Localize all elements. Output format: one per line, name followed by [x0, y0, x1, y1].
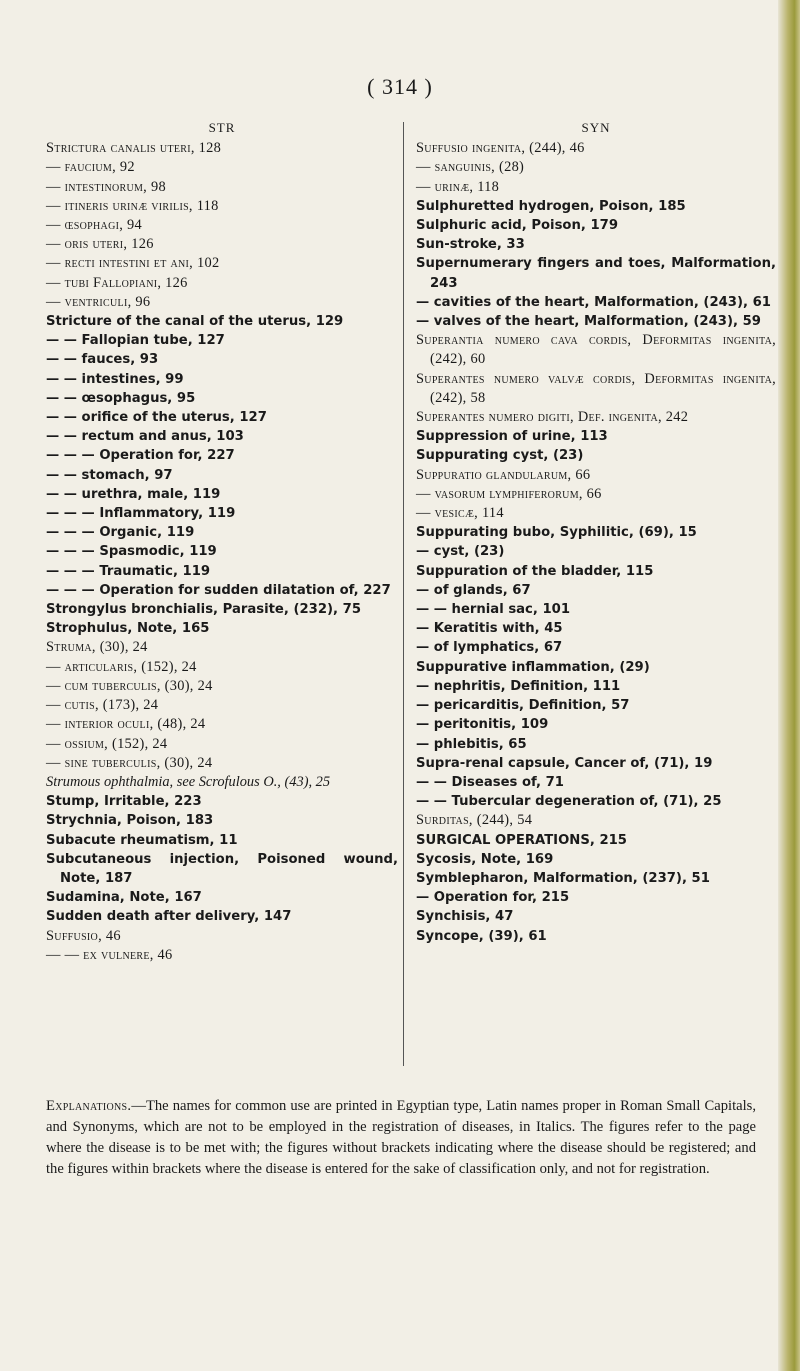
index-entry: — Keratitis with, 45: [416, 621, 563, 637]
index-entry: Sun-stroke, 33: [416, 237, 525, 253]
index-entry: Superantes numero valvæ cordis, Deformitas ingenita, (242), 58: [416, 370, 776, 406]
index-entry: — vasorum lymphiferorum, 66: [416, 485, 602, 502]
index-entry: Strumous ophthalmia, see Scrofulous O., (43), 25: [46, 773, 331, 790]
index-entry: — recti intestini et ani, 102: [46, 255, 220, 272]
index-entry: Stump, Irritable, 223: [46, 794, 202, 810]
index-entry: — — — Spasmodic, 119: [46, 544, 217, 560]
index-entry: — — Fallopian tube, 127: [46, 333, 225, 349]
index-entry: Superantia numero cava cordis, Deformitas ingenita, (242), 60: [416, 332, 776, 368]
index-entry: — — œsophagus, 95: [46, 390, 196, 406]
column-divider: [403, 122, 404, 1066]
index-entry: Sulphuretted hydrogen, Poison, 185: [416, 198, 686, 214]
index-entry: Sycosis, Note, 169: [416, 851, 554, 867]
index-entry: Struma, (30), 24: [46, 639, 148, 656]
index-entry: — — — Traumatic, 119: [46, 563, 211, 579]
index-entry: — cyst, (23): [416, 544, 505, 560]
index-entry: — — urethra, male, 119: [46, 486, 221, 502]
index-entry: — oris uteri, 126: [46, 236, 154, 253]
index-entry: — — — Operation for sudden dilatation of, 227: [46, 582, 391, 598]
index-entry: — itineris urinæ virilis, 118: [46, 197, 219, 214]
index-entry: Superantes numero digiti, Def. ingenita, 242: [416, 409, 689, 426]
index-entry: — — stomach, 97: [46, 467, 173, 483]
index-entry: Strictura canalis uteri, 128: [46, 140, 222, 157]
index-entry: Suppurating cyst, (23): [416, 448, 584, 464]
index-entry: — faucium, 92: [46, 159, 135, 176]
index-entry: — nephritis, Definition, 111: [416, 678, 621, 694]
index-entry: — phlebitis, 65: [416, 736, 527, 752]
index-entry: — cum tuberculis, (30), 24: [46, 677, 213, 694]
index-entry: Supra-renal capsule, Cancer of, (71), 19: [416, 755, 713, 771]
index-entry: SURGICAL OPERATIONS, 215: [416, 832, 627, 848]
index-entry: — urinæ, 118: [416, 178, 500, 195]
index-entry: — — intestines, 99: [46, 371, 184, 387]
index-entry: — — Diseases of, 71: [416, 774, 564, 790]
left-entry-list: [46, 139, 398, 965]
index-entry: — cutis, (173), 24: [46, 697, 159, 714]
left-column-heading: STR: [208, 120, 236, 135]
index-entry: — — — Operation for, 227: [46, 448, 235, 464]
right-entry-list: [416, 139, 776, 946]
index-entry: Suppurative inflammation, (29): [416, 659, 650, 675]
right-column: [416, 118, 776, 946]
index-entry: Surditas, (244), 54: [416, 812, 533, 829]
index-entry: Suppurating bubo, Syphilitic, (69), 15: [416, 525, 697, 541]
index-entry: — intestinorum, 98: [46, 178, 166, 195]
index-entry: — — orifice of the uterus, 127: [46, 410, 267, 426]
index-entry: — — ex vulnere, 46: [46, 946, 173, 963]
left-column: [46, 118, 398, 965]
index-entry: Subcutaneous injection, Poisoned wound, Note, 187: [46, 851, 398, 886]
index-entry: Symblepharon, Malformation, (237), 51: [416, 870, 710, 886]
index-entry: — pericarditis, Definition, 57: [416, 698, 630, 714]
index-entry: Suffusio ingenita, (244), 46: [416, 140, 585, 157]
index-entry: — sine tuberculis, (30), 24: [46, 754, 213, 771]
explanations-lead: Explanations.: [46, 1098, 132, 1114]
index-entry: — ossium, (152), 24: [46, 735, 168, 752]
index-entry: Supernumerary fingers and toes, Malformation, 243: [416, 256, 776, 291]
index-entry: — — — Inflammatory, 119: [46, 506, 236, 522]
index-entry: Strychnia, Poison, 183: [46, 813, 214, 829]
index-entry: — of lymphatics, 67: [416, 640, 563, 656]
index-entry: Syncope, (39), 61: [416, 928, 547, 944]
index-entry: Sudden death after delivery, 147: [46, 909, 292, 925]
explanations-body: —The names for common use are printed in Egyptian type, Latin names proper in Roman Small Capitals, and Synonyms, which are not to be employed in the registration of diseases, in Italics. The figures refer to the page where the disease is to be met with; the figures without brackets indicating where the disease should be registered; and the figures within brackets where the disease is entered for the sake of classification only, and not for registration.: [46, 1098, 756, 1177]
index-entry: Suffusio, 46: [46, 927, 121, 944]
index-entry: Suppuration of the bladder, 115: [416, 563, 654, 579]
index-entry: — interior oculi, (48), 24: [46, 716, 206, 733]
index-entry: Subacute rheumatism, 11: [46, 832, 238, 848]
index-entry: Sudamina, Note, 167: [46, 890, 202, 906]
index-entry: — valves of the heart, Malformation, (243), 59: [416, 314, 761, 330]
index-entry: — peritonitis, 109: [416, 717, 549, 733]
index-entry: — — — Organic, 119: [46, 525, 195, 541]
index-entry: Stricture of the canal of the uterus, 129: [46, 314, 344, 330]
index-entry: — œsophagi, 94: [46, 217, 143, 234]
index-entry: — articularis, (152), 24: [46, 658, 197, 675]
right-column-heading: SYN: [581, 120, 611, 135]
index-entry: Strophulus, Note, 165: [46, 621, 210, 637]
index-entry: — — fauces, 93: [46, 352, 159, 368]
index-entry: — ventriculi, 96: [46, 293, 151, 310]
index-entry: Synchisis, 47: [416, 909, 514, 925]
index-entry: — — rectum and anus, 103: [46, 429, 244, 445]
index-entry: — Operation for, 215: [416, 890, 570, 906]
index-entry: Suppuratio glandularum, 66: [416, 466, 591, 483]
index-entry: — sanguinis, (28): [416, 159, 525, 176]
index-entry: — tubi Fallopiani, 126: [46, 274, 188, 291]
index-entry: Sulphuric acid, Poison, 179: [416, 218, 619, 234]
page-number: ( 314 ): [367, 74, 433, 99]
index-entry: — cavities of the heart, Malformation, (243), 61: [416, 294, 771, 310]
index-entry: — — Tubercular degeneration of, (71), 25: [416, 794, 722, 810]
index-entry: — vesicæ, 114: [416, 505, 504, 522]
page-edge: [778, 0, 800, 1371]
index-entry: — — hernial sac, 101: [416, 602, 571, 618]
index-entry: Suppression of urine, 113: [416, 429, 608, 445]
index-entry: Strongylus bronchialis, Parasite, (232), 75: [46, 602, 362, 618]
index-entry: — of glands, 67: [416, 582, 531, 598]
explanations-note: [46, 1096, 756, 1180]
